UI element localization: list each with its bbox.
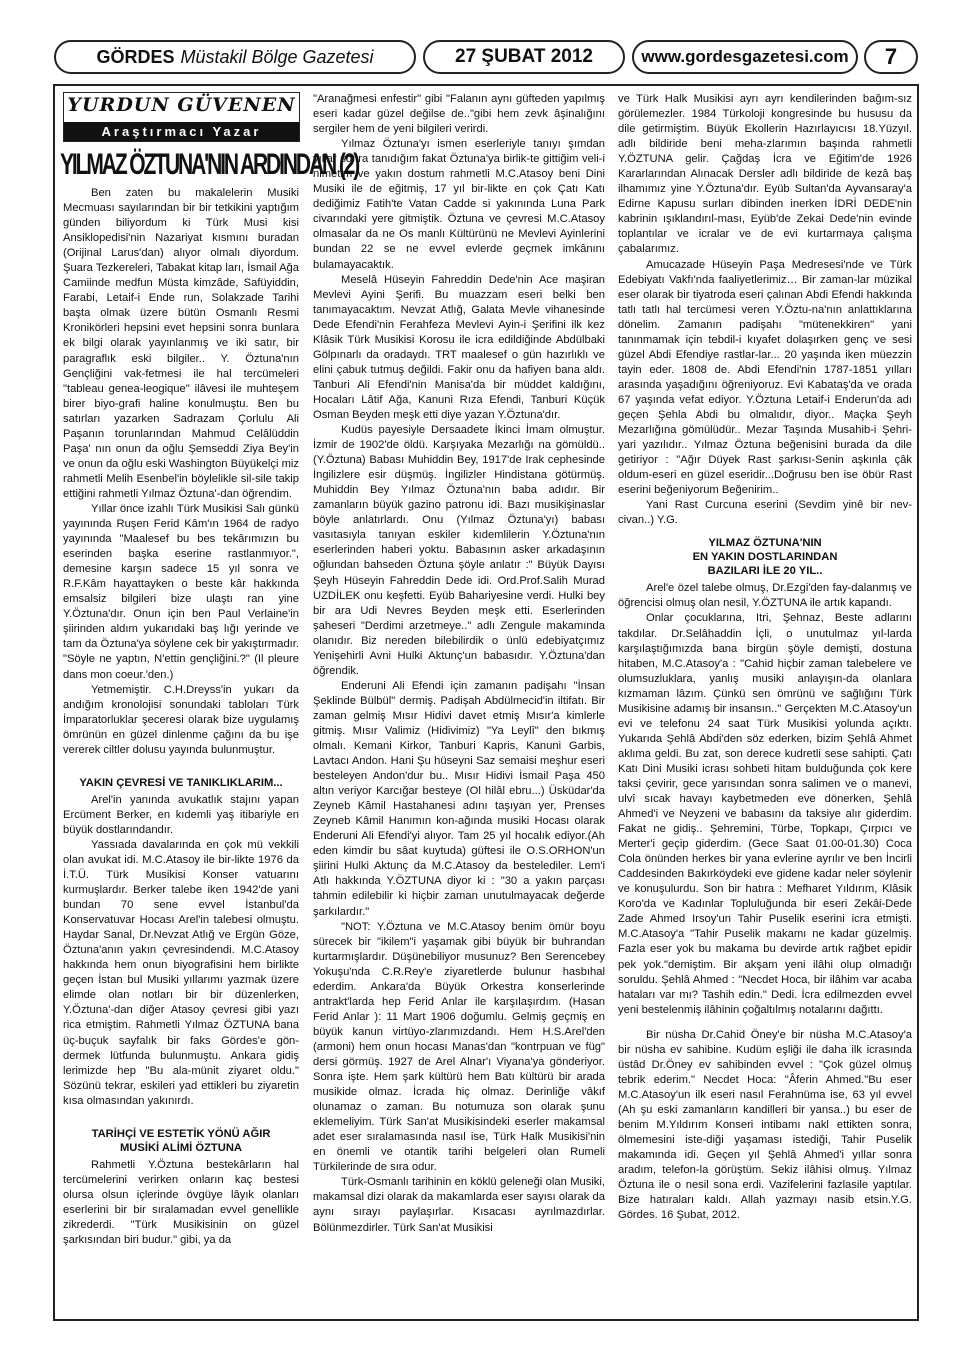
spacer [63, 758, 299, 768]
paragraph: Yani Rast Curcuna eserini (Sevdim yinê bir nev-civan..) Y.G. [618, 499, 912, 527]
paragraph: Yetmemiştir. C.H.Dreyss'in yukarı da andığım kronolojisi sonundaki tabloları Türk İmparatorluklar şeceresi olarak bize uygulamış ömrünün en güzel dinlenme çağını da bu işe vererek ciltler dolusu yayında bulunmuştur. [63, 683, 299, 756]
article-column-3 [618, 92, 912, 1314]
paragraph: Onlar çocuklarına, Itri, Şehnaz, Beste adlarını takdılar. Dr.Selâhaddin İçli, o unutulmaz yıl-larda karşılaştığımızda bana birgün şöyle demişti, dostuna hitaben, M.C.Atasoy'a : "Cahid hiçbir zaman talebelere ve olumsuzluklara, yanlış musiki anlayışın-da olanlara kızmaman lâzım. Çünkü sen ömrünü ve sağlığını Türk Musikisine adamış bir insansın.." Gerçekten M.C.Atasoy'un evi ve telefonu 24 saat Türk Musikisi yolunda açıktı. Yukarıda Şehlâ Abdi'den söz ederken, bizim Şehlâ Ahmet aklıma geldi. Bu zat, son derece kudretli sese sahipti. Çatı Katı Dini Musiki icrası sohbeti hitam bulduğunda çok kere taksi çevirir, gece yarısından sonra salimen ve o manevi, ulvî sıcak havayı kaybetmeden eve dönerken, Şehlâ Ahmed'i ve Neyzeni ve babasını da taksiye alır giderdim. Fakat ne gidiş.. Şehremini, Türbe, Topkapı, Çırpıcı ve Merter'i geçip giderdim. (Gece Saat 01.00-01.30) Coca Cola önünden herkes bir yana evlerine ayrılır ve ben İncirli Caddesinden Bakırköydeki eve gidene kadar neler söylenir ve konuşulurdu. Son bir hatıra : Mefharet Yıldırım, Klâsik Koro'da ve Kadınlar Topluluğunda bir eseri Zekâi-Dede Zade Ahmed Irsoy'un Tahir Puselik eserini icra etmişti. M.C.Atasoy'a "Tahir Puselik makamı ne kadar güzelmiş. Fazla eser yok bu makama bu devirde artık rağbet epidir pek yok."demiştim. Bir akşam yeni ilâhi olup olmadığı soruldu. Şehlâ Ahmed : "Necdet Hoca, bir ilâhim var acaba hataları var mı? Tashih edin." Dedi. İcra edilmezden evvel yeni bestelenmiş ilâhinin çoğaltılmış notalarını dağıttı. [618, 612, 912, 1016]
column-name: YURDUN GÜVENEN [67, 94, 296, 116]
website-box [632, 40, 858, 74]
article-column-1 [63, 186, 299, 1314]
newspaper-subtitle: Müstakil Bölge Gazetesi [180, 46, 374, 67]
paragraph: Yıllar önce izahlı Türk Musikisi Salı günkü yayınında Ruşen Ferid Kâm'ın 1964 de radyo yayınında "Maalesef bu bes tekârımızın bu eserinden başka eserine rastlanmıyor.", demesine karşın sadece 15 yıl sonra ve R.F.Kâm hayattayken o beste kâr hakkında emsalsiz bilgileri bize ulaştı ran yine Y.Öztuna'dır. Onun için ben Paul Verlaine'in şiirinden aldım yukarıdaki baş lığı yerinde ve tam da Öztuna'ya söylene cek bir yakıştırmadır. "Söyle ne yaptın, N'ettin gençliğini.?" (Il pleure dans mon coeur.'den.) [63, 502, 299, 681]
paragraph: Enderuni Ali Efendi için zamanın padişahı "İnsan Şeklinde Bülbül" dermiş. Padişah Abdülmecid'in iltifatı. Bir zaman gelmiş Mısır Hidivi davet etmiş Mısır'a kimlerle gitmiş. Mısır Valimiz (Hidivimiz) "Ya Leylî" den bıkmış olmalı. Kemani Kirkor, Tanburi Kapris, Kanuni Garbis, Lavtacı Andon. Hani Şu hüseyni Saz semaisi meşhur eseri besteleyen Andon'dur bu.. Mısır Hidivi İsmail Paşa 450 altın veriyor Karcığar besteye (Ol hilâl ebru...) Üsküdar'da Zeyneb Kâmil Hastahanesi adını taşıyan yer, Prenses Zeyneb Kâmil Hanımın kon-ağında musiki Hocası olarak Enderuni Ali Efendi'yi alıyor. Tam 25 yıl hocalık ediyor.(Ah eden kimdir bu sâat kuytuda) güftesi ile O.S.ORHON'un şiirini Hulki Aktunç da M.C.Atasoy da bestelediler. Lem'i Atlı hakkında Y.ÖZTUNA diyor ki : "30 a yakın parçası tahmin edilebilir ki hiçbir zaman unutulmayacak değerde şarkılardır." [313, 679, 605, 918]
issue-date: 27 ŞUBAT 2012 [455, 46, 593, 67]
issue-date-box [423, 40, 625, 74]
paragraph: Yılmaz Öztuna'yı ismen eserleriyle tanıyı şımdan yıllar sonra tanıdığım fakat Öztuna'ya birlik-te gittiğim veli-i nimetim ve yakın dostum rahmetli M.C.Atasoy beni Dini Musiki ile de eğitmiş, 17 yıl bir-likte en çok Çatı Katı dediğimiz Fatih'te Vatan Cadde si yakınında Luna Park civarındaki yere gitmiştik. Öztuna ve çevresi M.C.Atasoy olmasalar da ne Os manlı Kültürünü ne Mevlevi Ayinlerini bundan 22 se ne evvel evlerde geçmek imkânını bulamayacaktık. [313, 138, 605, 271]
paragraph: Bir nüsha Dr.Cahid Öney'e bir nüsha M.C.Atasoy'a bir nüsha ev sahibine. Kudüm eşliği ile daha ilk icrasında üstâd Dr.Öney ev sahibinden evvel : "Çok güzel olmuş tebrik ederim." Necdet Hoca: "Âferin Ahmed."Bu eser M.C.Atasoy'un ilk eseri nasıl Ferahnüma ise, 63 yıl evvel (Ah şu eski zamanların kandilleri bir yansa..) bu eser de benim M.Yıldırım Konseri intibamı nakl ettikten sonra, ölmemesini iste-diği yaşaması istediği, Tahir Puselik makamında idi. Geçen yıl Şehlâ Ahmed'i yıllar sonra aradım, telefon-la görüştüm. Sekiz ilâhisi olmuş. Yılmaz Öztuna ile o nesil sona erdi. Vazifelerini fazlasile yaptılar. Bize hatıraları kaldı. Allah yazmayı nasib etsin.Y.G. Gördes. 16 Şubat, 2012. [618, 1028, 912, 1222]
columnist-box [63, 92, 300, 142]
paragraph: Ben zaten bu makalelerin Musiki Mecmuası sayılarından bir bir tetkikini yaptığım günden biliyordum ki Türk Musi kisi Ansiklopedisi'nin Nazariyat kısmını buradan (Orijinal Larus'dan) alıyor olmalı diyordum. Şuara Tezkereleri, Tabakat kitap ları, İsmail Ağa Camiinde medfun Müsta kimzâde, Safüyiddin, Farabi, Letaif-i Ende run, Solakzade Tarihi başta olmak üzere bütün Osmanlı Resmi Kronikörleri hepsini evet hepsini sonra bunlara ek bilgi olarak yayınlanmış ve iki satır, bir paragraflık eski bilgiler.. Y. Öztuna'nın Gençliğini vak-fetmesi ile hal tercümeleri "tableau genea-leogique" ilâvesi ile muhteşem birer biyo-grafi haline konulmuştu. Ben bu satırları yazarken Sadrazam Çorlulu Ali Paşanın torunlarından Mahmud Celâlüddin Paşa' nın onun da oğlu Şemseddi Ziya Bey'in ve onun da oğlu eski Washington Büyükelçi miz rahmetli Melih Esenbel'in böylelikle sil-sile takip ettiğini rahmetli Yılmaz Öztuna'-dan öğrendim. [63, 187, 299, 500]
paragraph: Rahmetli Y.Öztuna bestekârların hal tercümelerini verirken onların kaç bestesi olursa olsun içlerinde övgüye lâyık olanları eserlerini bir bir sıralamadan evvel genellikle zikrederdi. "Türk Musikisinin on güzel şarkısından biri budur." gibi, ya da [63, 1158, 299, 1246]
article-column-2 [313, 92, 605, 1314]
paragraph: ve Türk Halk Musikisi ayrı ayrı kendilerinden bağım-sız görülemezler. 1984 Türkoloji kongresinde bu hususu da dile getirmiştim. Büyük Ekollerin Hazırlayıcısı 18.Yüzyıl. adlı bildiride beni meha-zlarımın başında rahmetli Y.ÖZTUNA gelir. Çağdaş İcra ve Eğitim'de 1926 Kararlarından Alınacak Dersler adlı bildiride de kezâ baş ilhamımız yine Y.Öztuna'dır. Eyüb Sultan'da Ayvansaray'a Edirne Kapusu surları dibinden inerken İDRİ DEDE'nin kabrinin ışıklandırıl-ması, Eyüb'de Zekai Dede'nin evinde toplantılar ve icralar ve de evi kurtarmaya çalışma çabalarımız. [618, 93, 912, 256]
article-headline: YILMAZ ÖZTUNA'NIN ARDINDAN (2) [60, 148, 359, 181]
subheading-line: TARİHÇİ VE ESTETİK YÖNÜ AĞIR [91, 1127, 271, 1140]
paragraph: Yassıada davalarında en çok mü vekkili olan avukat idi. M.C.Atasoy ile bir-likte 1976 da İ.T.Ü. Türk Musikisi Konser vatuarını kurmuşlardır. Berker talebe iken 1942'de yani bundan 70 sene evvel İstanbul'da Konservatuvar Hocası Arel'in talebesi olmuştu. Haydar Sanal, Dr.Nevzat Atlığ ve Ergün Göze, Öztuna'anın yakın çevresindendi. M.C.Atasoy hakkında hem onun biyografisini hem birlikte geçen İstan bul Musiki yıllarımı yazmak üzere elimde olan notları bir bir düzenlerken, Y.Öztuna'-dan diğer Atasoy çevresi gibi yazı rica etmiştim. Rahmetli Yılmaz ÖZTUNA bana üç-buçuk sayfalık bir faks Gördes'e gön-dermek lütfunda bulunmuştu. Ankara gidiş lerimizde hep "Bu ala-münit ziyaret oldu." Sözünü tekrar, eskileri yad ettikleri bu ziyaretin kısa olmasından yakınırdı. [63, 838, 299, 1107]
website-url: www.gordesgazetesi.com [641, 47, 849, 66]
subheading-yakin-cevresi: YAKIN ÇEVRESİ VE TANIKLIKLARIM... [79, 776, 283, 789]
paragraph: Türk-Osmanlı tarihinin en köklü geleneği olan Musiki, makamsal dizi olarak da makamlarda eser sayısı olarak da aynı sırayı paylaşırlar. Kısacası ayrılmazdırlar. Bölünmezdirler. Türk San'at Musikisi [313, 1176, 605, 1234]
page-number: 7 [884, 44, 898, 69]
subheading-tarihci [63, 1127, 299, 1155]
page-number-box [864, 40, 918, 74]
paragraph: Amucazade Hüseyin Paşa Medresesi'nde ve Türk Edebiyatı Vakfı'nda faaliyetlerimiz… Bir zaman-lar müzikal eser olarak bir tiyatroda eseri çalınan Abdi Efendi hakkında tatlı tatlı hal tercümesi veren Y.Öztu-na'nın anlattıklarına dönelim. Zamanın padişahı "mütenekkiren" yani tanınmamak için tebdil-i kıyafet dolaşırken genç ve sesi güzel Abdi Efendiye rastlar-lar... 20 yaşında iken müezzin tayin eder. 1808 de. Abdi Efendi'nin 1787-1851 yılları arasında yaşadığını öğreniyoruz. Evi Kabataş'da ve orada 67 yaşında vefat ediyor. Y.Öztuna Letaif-i Enderun'da adı geçen Şehla Abdi bu olmalıdır, diyor.. Maçka Şeyh Mezarlığına gömülüdür.. Mezar Taşında Musahib-i Şehri-yari yazılıdır.. Yılmaz Öztuna beğenisini burada da dile getiriyor : "Ağır Düyek Rast şarkısı-Senin aşkınla çâk oldum-eseri en güzel eseridir...Doğrusu ben ise öbür Rast eserini beğeniyorum Beğenirim.. [618, 258, 912, 497]
paragraph: Arel'in yanında avukatlık stajını yapan Ercüment Berker, en kıdemli yaş itibariyle en büyük dostlarındandır. [63, 793, 299, 836]
spacer [63, 1109, 299, 1119]
paragraph: Meselâ Hüseyin Fahreddin Dede'nin Ace maşiran Mevlevi Ayini Şerifi. Bu muazzam eseri belki ben tanımayacaktım. Nevzat Atlığ, Galata Mevle vihanesinde Dede Efendi'nin Ferahfeza Mevlevi Ayin-i Şerifini ilk kez Klâsik Türk Musikisi Korosu ile icra edildiğinde Abdülbaki Gölpınarlı da oradaydı. TRT maalesef o gün hazırlıklı ve elini çabuk tutmuş değildi. Fakir onu da hafiyen bana aldı. Tanburi Ali Efendi'nin Manisa'da bir müddet kaldığını, Hocaları Lâtif Ağa, Kanuni Rıza Efendi, Tanburi Küçük Osman Beyden meşk etti diye yazan Y.Öztuna'dır. [313, 273, 605, 421]
paragraph: Kudüs payesiyle Dersaadete İkinci İmam olmuştur. İzmir de 1902'de öldü. Karşıyaka Mezarlığı na gömüldü.. (Y.Öztuna) Babası Muhiddin Bey, 1917'de Irak cephesinde İngilizlere esir düşmüş. İngilizler Hindistana götürmüş. Muhiddin Bey Yılmaz Öztuna'nın baba adıdır. Bir zamanların büyük gazino patronu idi. Bazı musikişinaslar böyle anlatırlardı. Onu (Yılmaz Öztuna'yı) babası vasıtasıyla tanıyan eskiler kıdemlilerin Y.Öztuna'nın eserlerinden haberi yoktu. Babasının asker arkadaşının oğlundan bahseden Öztuna şöyle anlatır :" Büyük Dayısı Şeyh Hüseyin Fahreddin Dede idi. Ord.Prof.Salih Murad UZDİLEK onu keşfetti. Eyüb Bahariyesine verdi. Hulki bey bir ara Udi Nevres Beyden meşk etti. Eserlerinden şaheseri "Derdimi arzetmeye.." adlı Zengule makamında olanıdır. Biz nereden bilebilirdik o ünlü edebiyatçımız Yenişehirli Avni Hulki Aktunç'un babasıdır. Y.Öztuna'dan öğrendik. [313, 424, 605, 677]
column-role: Araştırmacı Yazar [64, 122, 299, 141]
newspaper-brand: GÖRDES [96, 46, 175, 67]
paragraph: "NOT: Y.Öztuna ve M.C.Atasoy benim ömür boyu sürecek bir "ikilem"i yaşamak gibi büyük bir buhrandan kurtarmışlardır. Düşünebiliyor musunuz? Ben Serencebey Yokuşu'nda C.R.Rey'e ziyaretlerde bulunur hasbıhal ederdim. Ankara'da Büyük Orkestra konserlerinde antrakt'larda hep Ferid Anlar ile karşılaşırdım. (Hasan Ferid Anlar ): 11 Mart 1906 doğumlu. Gelmiş geçmiş en büyük kanun virtüyo-zlarımızdandı. Hem H.S.Arel'den (armoni) hem onun hocası Manas'dan "kontrpuan ve füg" dersi görmüş. 1927 de Arel Alnar'ı Viyana'ya gönderiyor. Sonra işte. Hem şark kültürü hem Batı kültürü bir arada musikide olmaz. İcrada hiç olmaz. Derinliğe vâkıf olunamaz o zaman. Bu notumuza son olarak şunu eklemeliyim. Türk San'at Musikisindeki eserler makamsal adet eser sıralamasında nasıl ise, Türk Halk Musikisi'nin en önemli ve otantik tarihi belgeleri olan Rumeli Türkilerinde de sıra odur. [313, 920, 605, 1174]
subheading-line: EN YAKIN DOSTLARINDAN [692, 551, 838, 564]
spacer [618, 1018, 912, 1028]
subheading-line: BAZILARI İLE 20 YIL.. [707, 565, 823, 578]
subheading-en-yakin-dostlar [618, 536, 912, 578]
paragraph: Arel'e özel talebe olmuş, Dr.Ezgi'den fay-dalanmış ve öğrencisi olmuş olan nesil, Y.ÖZTUNA ile artık kapandı. [618, 582, 912, 610]
subheading-line: YILMAZ ÖZTUNA'NIN [708, 537, 822, 550]
masthead-title-box [54, 40, 416, 74]
paragraph: "Aranağmesi enfestir" gibi "Falanın aynı güfteden yapılmış eseri kadar güzel değilse de.."gibi hem zevk âşinalığını sergiler hem de yeni bilgileri verirdi. [313, 93, 605, 136]
subheading-line: MUSİKİ ALİMİ ÖZTUNA [119, 1141, 242, 1154]
